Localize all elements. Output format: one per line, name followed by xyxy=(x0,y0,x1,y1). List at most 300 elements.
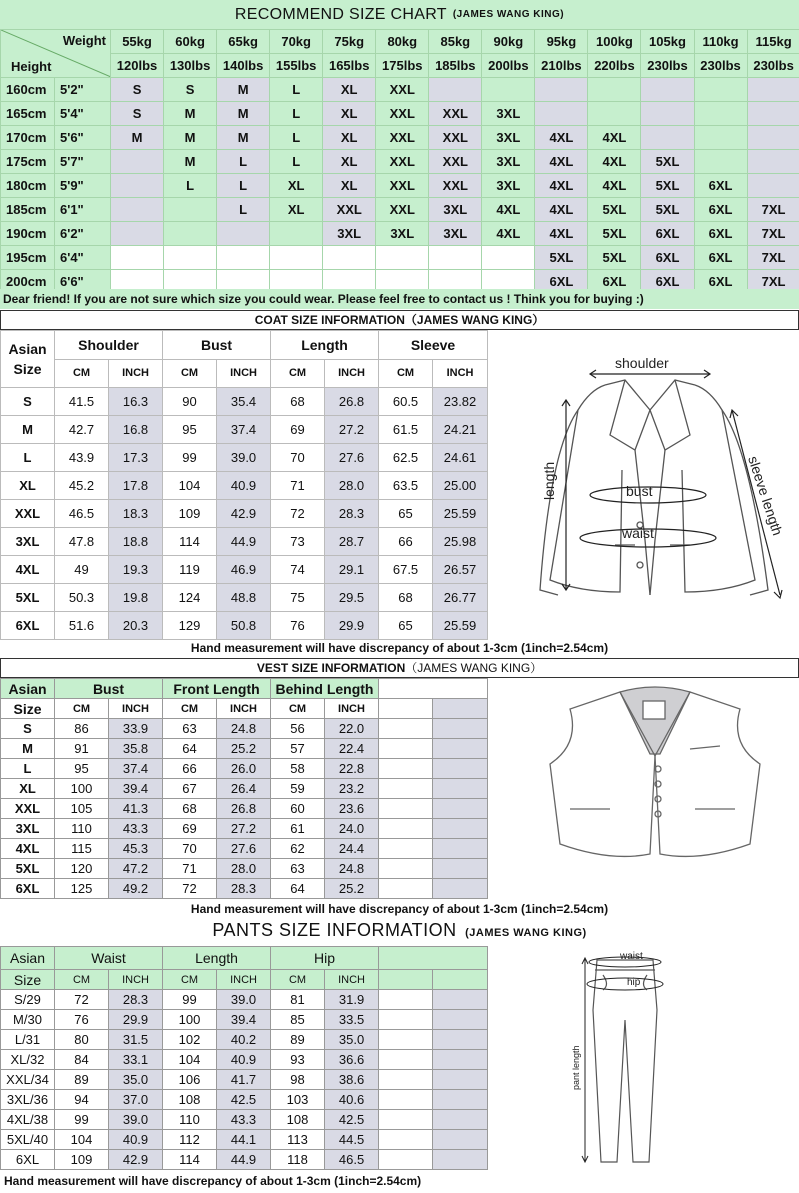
recommend-size-cell: 4XL xyxy=(535,126,588,150)
pants-empty-cell xyxy=(379,1050,433,1070)
pants-size: XL/32 xyxy=(1,1050,55,1070)
pants-footer: Hand measurement will have discrepancy of about 1-3cm (1inch=2.54cm) xyxy=(4,1174,422,1188)
vest-value: 110 xyxy=(55,819,109,839)
vest-value: 22.0 xyxy=(325,719,379,739)
vest-size-label-2: Size xyxy=(1,699,55,719)
vest-value: 95 xyxy=(55,759,109,779)
vest-value: 27.6 xyxy=(217,839,271,859)
vest-row xyxy=(1,859,488,879)
coat-unit-cm: CM xyxy=(163,359,217,388)
coat-row xyxy=(1,416,488,444)
recommend-brand: (JAMES WANG KING) xyxy=(452,9,565,20)
coat-value: 51.6 xyxy=(55,612,109,640)
height-ft: 5'4" xyxy=(55,102,111,126)
weight-lbs-header: 155lbs xyxy=(270,54,323,78)
recommend-size-cell: M xyxy=(111,126,164,150)
vest-row xyxy=(1,819,488,839)
weight-kg-header: 60kg xyxy=(164,30,217,54)
height-cm: 190cm xyxy=(1,222,55,246)
recommend-size-cell: XXL xyxy=(429,150,482,174)
recommend-size-cell: 6XL xyxy=(694,198,747,222)
weight-lbs-header: 230lbs xyxy=(747,54,799,78)
pants-value: 108 xyxy=(271,1110,325,1130)
vest-empty-cell xyxy=(379,819,433,839)
recommend-size-cell: 4XL xyxy=(535,198,588,222)
recommend-size-cell: 6XL xyxy=(641,222,694,246)
recommend-row xyxy=(1,78,799,102)
recommend-size-cell: XXL xyxy=(376,126,429,150)
vest-size: 5XL xyxy=(1,859,55,879)
vest-unit-inch: INCH xyxy=(325,699,379,719)
pants-size: 3XL/36 xyxy=(1,1090,55,1110)
vest-empty-cell xyxy=(433,819,488,839)
recommend-size-cell xyxy=(694,102,747,126)
vest-value: 26.8 xyxy=(217,799,271,819)
pants-value: 110 xyxy=(163,1110,217,1130)
pants-value: 118 xyxy=(271,1150,325,1170)
recommend-size-cell: XXL xyxy=(429,174,482,198)
pants-size: 4XL/38 xyxy=(1,1110,55,1130)
vest-value: 26.4 xyxy=(217,779,271,799)
coat-value: 28.7 xyxy=(325,528,379,556)
vest-empty-cell xyxy=(379,719,433,739)
pants-value: 104 xyxy=(55,1130,109,1150)
pants-size: XXL/34 xyxy=(1,1070,55,1090)
vest-value: 22.4 xyxy=(325,739,379,759)
weight-kg-header: 55kg xyxy=(111,30,164,54)
coat-value: 46.9 xyxy=(217,556,271,584)
recommend-kg-row xyxy=(1,30,799,54)
recommend-size-cell: M xyxy=(217,78,270,102)
pants-empty-cell xyxy=(433,1150,488,1170)
coat-unit-cm: CM xyxy=(379,359,433,388)
coat-value: 47.8 xyxy=(55,528,109,556)
vest-section-title xyxy=(0,658,799,678)
recommend-size-cell: 6XL xyxy=(535,270,588,294)
vest-value: 86 xyxy=(55,719,109,739)
vest-size: 4XL xyxy=(1,839,55,859)
recommend-size-cell: 5XL xyxy=(588,198,641,222)
recommend-size-cell: M xyxy=(217,126,270,150)
vest-value: 24.0 xyxy=(325,819,379,839)
coat-unit-inch: INCH xyxy=(109,359,163,388)
pants-empty-cell xyxy=(433,1050,488,1070)
recommend-size-cell: 3XL xyxy=(376,222,429,246)
vest-size: 3XL xyxy=(1,819,55,839)
recommend-size-cell: XXL xyxy=(429,126,482,150)
pants-empty-cell xyxy=(379,1150,433,1170)
vest-size: XXL xyxy=(1,799,55,819)
coat-value: 26.57 xyxy=(433,556,488,584)
pants-unit-inch: INCH xyxy=(325,970,379,990)
vest-unit-inch: INCH xyxy=(109,699,163,719)
vest-value: 63 xyxy=(271,859,325,879)
weight-kg-header: 115kg xyxy=(747,30,799,54)
vest-value: 64 xyxy=(271,879,325,899)
weight-kg-header: 85kg xyxy=(429,30,482,54)
coat-value: 50.3 xyxy=(55,584,109,612)
coat-column-header: Length xyxy=(271,331,379,360)
coat-value: 24.21 xyxy=(433,416,488,444)
height-cm: 165cm xyxy=(1,102,55,126)
coat-value: 114 xyxy=(163,528,217,556)
coat-diagram-sleeve: sleeve length xyxy=(745,453,786,538)
recommend-size-cell: 6XL xyxy=(694,246,747,270)
coat-unit-inch: INCH xyxy=(217,359,271,388)
vest-empty-cell xyxy=(379,779,433,799)
vest-value: 23.2 xyxy=(325,779,379,799)
pants-empty-cell xyxy=(433,1030,488,1050)
pants-diagram-hip: hip xyxy=(627,977,641,988)
vest-value: 56 xyxy=(271,719,325,739)
weight-lbs-header: 210lbs xyxy=(535,54,588,78)
coat-value: 75 xyxy=(271,584,325,612)
coat-value: 45.2 xyxy=(55,472,109,500)
vest-value: 59 xyxy=(271,779,325,799)
recommend-row xyxy=(1,222,799,246)
recommend-size-cell: 6XL xyxy=(694,222,747,246)
weight-kg-header: 105kg xyxy=(641,30,694,54)
vest-value: 43.3 xyxy=(109,819,163,839)
pants-value: 39.4 xyxy=(217,1010,271,1030)
pants-empty-cell xyxy=(379,1130,433,1150)
recommend-size-cell xyxy=(217,222,270,246)
pants-value: 40.2 xyxy=(217,1030,271,1050)
recommend-row xyxy=(1,198,799,222)
recommend-size-cell xyxy=(535,78,588,102)
coat-value: 25.59 xyxy=(433,500,488,528)
pants-value: 93 xyxy=(271,1050,325,1070)
coat-value: 17.8 xyxy=(109,472,163,500)
coat-value: 28.0 xyxy=(325,472,379,500)
coat-value: 18.8 xyxy=(109,528,163,556)
recommend-lbs-row xyxy=(1,54,799,78)
recommend-size-cell: XXL xyxy=(323,198,376,222)
recommend-title: RECOMMEND SIZE CHART xyxy=(234,5,447,23)
recommend-size-cell: 5XL xyxy=(641,198,694,222)
weight-lbs-header: 175lbs xyxy=(376,54,429,78)
recommend-size-cell: L xyxy=(270,78,323,102)
recommend-size-cell: 4XL xyxy=(535,222,588,246)
coat-value: 63.5 xyxy=(379,472,433,500)
recommend-row xyxy=(1,102,799,126)
recommend-size-cell: XXL xyxy=(429,102,482,126)
vest-value: 105 xyxy=(55,799,109,819)
coat-value: 19.3 xyxy=(109,556,163,584)
vest-value: 25.2 xyxy=(217,739,271,759)
weight-kg-header: 65kg xyxy=(217,30,270,54)
vest-value: 28.3 xyxy=(217,879,271,899)
coat-header-row xyxy=(1,331,488,360)
pants-diagram-length: pant length xyxy=(571,1045,581,1090)
vest-value: 125 xyxy=(55,879,109,899)
coat-value: 44.9 xyxy=(217,528,271,556)
coat-value: 20.3 xyxy=(109,612,163,640)
coat-value: 29.5 xyxy=(325,584,379,612)
coat-row xyxy=(1,472,488,500)
vest-value: 58 xyxy=(271,759,325,779)
pants-value: 94 xyxy=(55,1090,109,1110)
recommend-size-cell xyxy=(482,246,535,270)
coat-value: 29.1 xyxy=(325,556,379,584)
recommend-size-cell: 6XL xyxy=(641,246,694,270)
recommend-size-cell: 3XL xyxy=(482,150,535,174)
vest-empty-cell xyxy=(379,699,433,719)
coat-value: 66 xyxy=(379,528,433,556)
vest-column-header: Bust xyxy=(55,679,163,699)
recommend-size-cell: 3XL xyxy=(482,126,535,150)
vest-unit-cm: CM xyxy=(55,699,109,719)
recommend-size-cell: L xyxy=(270,150,323,174)
recommend-size-cell: 3XL xyxy=(429,198,482,222)
pants-row xyxy=(1,1110,488,1130)
pants-header-row xyxy=(1,947,488,970)
coat-unit-cm: CM xyxy=(271,359,325,388)
coat-size: XL xyxy=(1,472,55,500)
coat-value: 95 xyxy=(163,416,217,444)
vest-value: 49.2 xyxy=(109,879,163,899)
coat-value: 76 xyxy=(271,612,325,640)
recommend-size-cell xyxy=(164,246,217,270)
coat-value: 73 xyxy=(271,528,325,556)
vest-size-table xyxy=(0,678,488,899)
pants-value: 85 xyxy=(271,1010,325,1030)
weight-lbs-header: 230lbs xyxy=(694,54,747,78)
pants-unit-cm: CM xyxy=(55,970,109,990)
recommend-size-cell: XXL xyxy=(376,102,429,126)
vest-empty-cell xyxy=(433,719,488,739)
coat-value: 16.3 xyxy=(109,388,163,416)
vest-value: 57 xyxy=(271,739,325,759)
height-cm: 170cm xyxy=(1,126,55,150)
vest-size-label-1: Asian xyxy=(1,679,55,699)
pants-value: 37.0 xyxy=(109,1090,163,1110)
pants-value: 46.5 xyxy=(325,1150,379,1170)
coat-value: 41.5 xyxy=(55,388,109,416)
weight-kg-header: 90kg xyxy=(482,30,535,54)
coat-size: L xyxy=(1,444,55,472)
recommend-size-cell xyxy=(111,150,164,174)
vest-empty-cell xyxy=(433,759,488,779)
recommend-size-cell xyxy=(694,150,747,174)
recommend-size-cell xyxy=(164,198,217,222)
vest-value: 24.4 xyxy=(325,839,379,859)
recommend-size-cell: L xyxy=(217,174,270,198)
vest-value: 62 xyxy=(271,839,325,859)
weight-lbs-header: 120lbs xyxy=(111,54,164,78)
pants-value: 42.5 xyxy=(217,1090,271,1110)
pants-size-table xyxy=(0,946,488,1170)
recommend-size-cell: 4XL xyxy=(588,150,641,174)
coat-row xyxy=(1,388,488,416)
vest-value: 45.3 xyxy=(109,839,163,859)
vest-empty-cell xyxy=(433,879,488,899)
recommend-size-cell: S xyxy=(164,78,217,102)
height-ft: 6'6" xyxy=(55,270,111,294)
coat-value: 37.4 xyxy=(217,416,271,444)
coat-value: 29.9 xyxy=(325,612,379,640)
recommend-title-bar xyxy=(0,0,799,29)
recommend-size-cell: L xyxy=(270,102,323,126)
vest-size: M xyxy=(1,739,55,759)
vest-empty-cell xyxy=(379,799,433,819)
recommend-size-cell: 6XL xyxy=(694,174,747,198)
coat-value: 90 xyxy=(163,388,217,416)
vest-value: 60 xyxy=(271,799,325,819)
coat-value: 43.9 xyxy=(55,444,109,472)
pants-empty-cell xyxy=(379,1030,433,1050)
recommend-size-cell: 4XL xyxy=(588,126,641,150)
pants-empty-cell xyxy=(433,970,488,990)
pants-empty-cell xyxy=(433,1130,488,1150)
pants-empty-cell xyxy=(379,1090,433,1110)
pants-value: 89 xyxy=(271,1030,325,1050)
recommend-note: Dear friend! If you are not sure which size you could wear. Please feel free to contact us ! Think you for buying :) xyxy=(0,289,799,309)
pants-size: S/29 xyxy=(1,990,55,1010)
vest-value: 61 xyxy=(271,819,325,839)
pants-title: PANTS SIZE INFORMATION xyxy=(212,920,457,940)
vest-row xyxy=(1,799,488,819)
weight-label: Weight xyxy=(62,33,106,48)
recommend-size-cell: 4XL xyxy=(482,198,535,222)
weight-lbs-header: 140lbs xyxy=(217,54,270,78)
coat-value: 124 xyxy=(163,584,217,612)
coat-value: 99 xyxy=(163,444,217,472)
recommend-size-cell: M xyxy=(164,126,217,150)
vest-value: 23.6 xyxy=(325,799,379,819)
height-cm: 175cm xyxy=(1,150,55,174)
coat-value: 65 xyxy=(379,500,433,528)
coat-value: 129 xyxy=(163,612,217,640)
pants-row xyxy=(1,1130,488,1150)
pants-unit-inch: INCH xyxy=(217,970,271,990)
pants-value: 44.1 xyxy=(217,1130,271,1150)
coat-size: 3XL xyxy=(1,528,55,556)
coat-value: 35.4 xyxy=(217,388,271,416)
coat-value: 68 xyxy=(379,584,433,612)
weight-height-corner xyxy=(1,30,111,78)
vest-empty-cell xyxy=(379,739,433,759)
recommend-size-cell xyxy=(111,198,164,222)
vest-value: 115 xyxy=(55,839,109,859)
vest-value: 27.2 xyxy=(217,819,271,839)
pants-value: 106 xyxy=(163,1070,217,1090)
vest-value: 120 xyxy=(55,859,109,879)
pants-value: 44.5 xyxy=(325,1130,379,1150)
coat-row xyxy=(1,612,488,640)
coat-value: 23.82 xyxy=(433,388,488,416)
pants-value: 31.9 xyxy=(325,990,379,1010)
recommend-size-cell xyxy=(270,222,323,246)
coat-size-header xyxy=(1,331,55,388)
recommend-size-cell: 7XL xyxy=(747,222,799,246)
weight-kg-header: 100kg xyxy=(588,30,641,54)
recommend-size-cell xyxy=(111,174,164,198)
vest-unit-cm: CM xyxy=(271,699,325,719)
vest-value: 47.2 xyxy=(109,859,163,879)
recommend-size-cell: 3XL xyxy=(482,102,535,126)
pants-value: 112 xyxy=(163,1130,217,1150)
pants-size: L/31 xyxy=(1,1030,55,1050)
coat-value: 65 xyxy=(379,612,433,640)
height-label: Height xyxy=(11,59,52,74)
vest-empty-cell xyxy=(433,799,488,819)
recommend-row xyxy=(1,126,799,150)
pants-row xyxy=(1,1030,488,1050)
pants-row xyxy=(1,990,488,1010)
height-cm: 180cm xyxy=(1,174,55,198)
pants-value: 42.9 xyxy=(109,1150,163,1170)
recommend-size-cell: XL xyxy=(323,102,376,126)
recommend-size-cell: 6XL xyxy=(694,270,747,294)
coat-size: 6XL xyxy=(1,612,55,640)
recommend-size-cell: 3XL xyxy=(323,222,376,246)
coat-value: 49 xyxy=(55,556,109,584)
pants-value: 38.6 xyxy=(325,1070,379,1090)
vest-column-header: Front Length xyxy=(163,679,271,699)
recommend-size-cell xyxy=(694,78,747,102)
pants-size: 5XL/40 xyxy=(1,1130,55,1150)
pants-empty-cell xyxy=(433,1010,488,1030)
coat-unit-inch: INCH xyxy=(433,359,488,388)
vest-value: 24.8 xyxy=(217,719,271,739)
pants-value: 35.0 xyxy=(109,1070,163,1090)
vest-column-header: Behind Length xyxy=(271,679,379,699)
pants-value: 102 xyxy=(163,1030,217,1050)
coat-value: 71 xyxy=(271,472,325,500)
pants-empty-cell xyxy=(433,1070,488,1090)
vest-value: 67 xyxy=(163,779,217,799)
recommend-size-cell: 3XL xyxy=(482,174,535,198)
pants-value: 89 xyxy=(55,1070,109,1090)
coat-value: 74 xyxy=(271,556,325,584)
height-ft: 5'7" xyxy=(55,150,111,174)
coat-diagram-bust: bust xyxy=(626,483,653,499)
coat-unit-inch: INCH xyxy=(325,359,379,388)
coat-value: 60.5 xyxy=(379,388,433,416)
pants-empty-cell xyxy=(433,990,488,1010)
pants-size: 6XL xyxy=(1,1150,55,1170)
vest-unit-row xyxy=(1,699,488,719)
pants-column-header: Hip xyxy=(271,947,379,970)
coat-section-title: COAT SIZE INFORMATION（JAMES WANG KING） xyxy=(0,310,799,330)
height-cm: 160cm xyxy=(1,78,55,102)
pants-value: 39.0 xyxy=(109,1110,163,1130)
pants-size-label-1: Asian xyxy=(1,947,55,970)
recommend-size-cell: 6XL xyxy=(588,270,641,294)
vest-empty-header xyxy=(379,679,488,699)
vest-empty-cell xyxy=(433,779,488,799)
pants-value: 114 xyxy=(163,1150,217,1170)
coat-value: 39.0 xyxy=(217,444,271,472)
coat-value: 68 xyxy=(271,388,325,416)
pants-diagram-waist: waist xyxy=(620,951,643,962)
recommend-size-cell: L xyxy=(217,150,270,174)
recommend-size-cell: L xyxy=(270,126,323,150)
recommend-size-cell xyxy=(323,246,376,270)
recommend-size-cell: M xyxy=(217,102,270,126)
recommend-size-cell: 7XL xyxy=(747,198,799,222)
recommend-size-cell: 6XL xyxy=(641,270,694,294)
vest-empty-cell xyxy=(433,859,488,879)
coat-value: 40.9 xyxy=(217,472,271,500)
coat-diagram-waist: waist xyxy=(622,525,654,541)
coat-size-table xyxy=(0,330,488,640)
pants-section-title xyxy=(0,920,799,946)
coat-diagram-length: length xyxy=(541,461,557,500)
pants-value: 40.9 xyxy=(217,1050,271,1070)
recommend-size-cell: XL xyxy=(323,150,376,174)
